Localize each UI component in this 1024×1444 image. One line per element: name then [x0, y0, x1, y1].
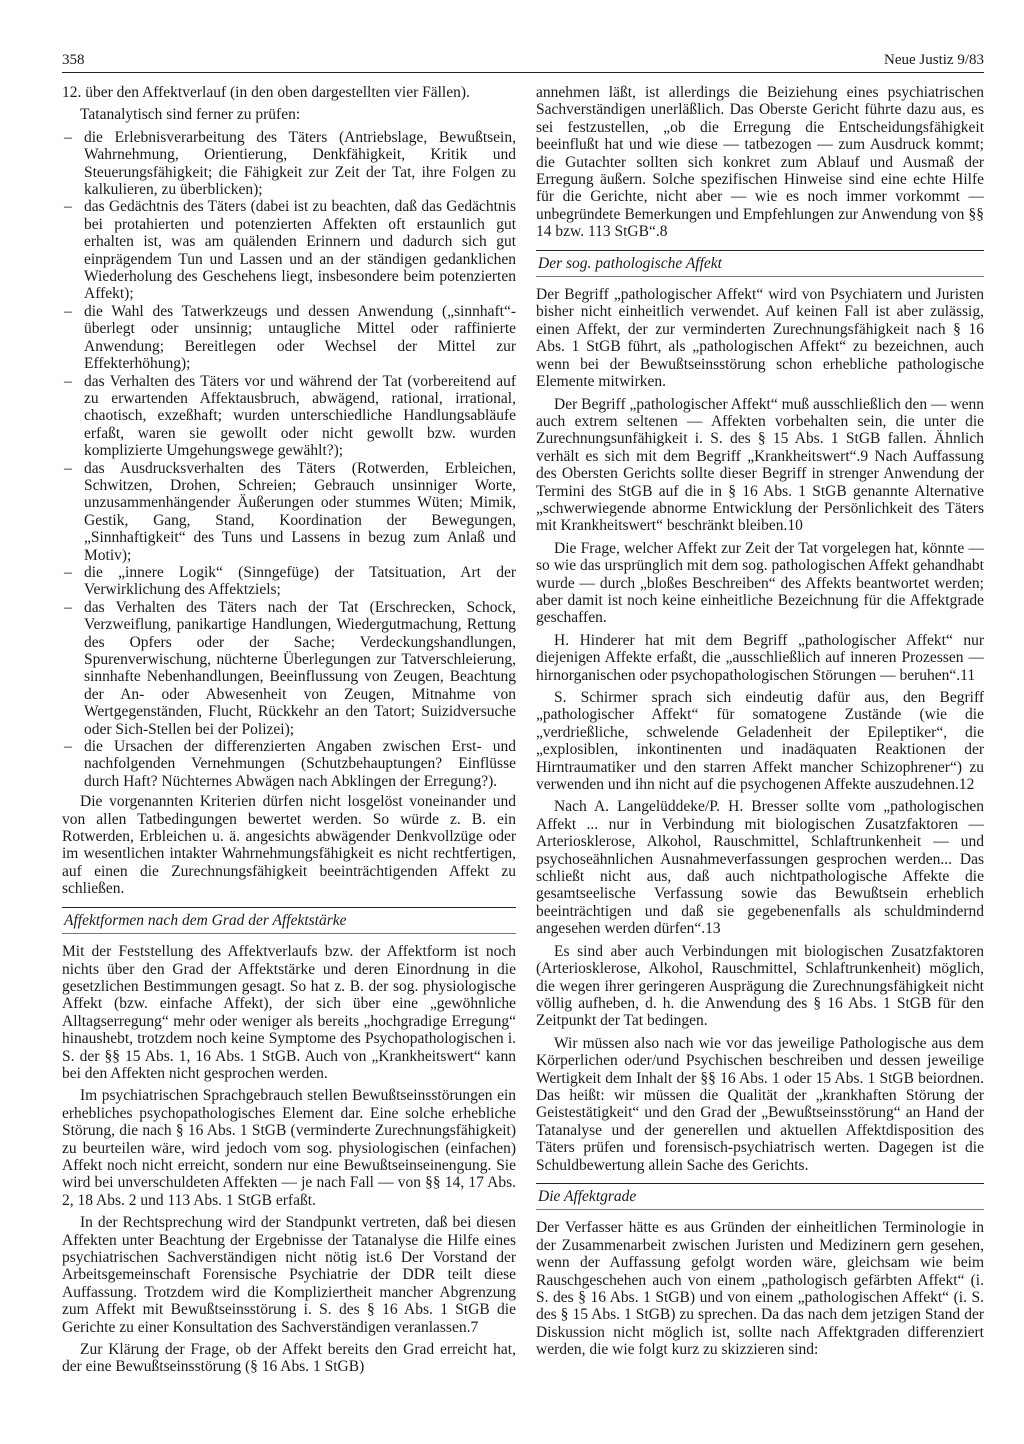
list-item: – das Verhalten des Täters vor und während der Tat (vorbereitend auf zu erwartenden Affektausbruch, abwägend, rational, irrational, chaotisch, exzeßhaft; wurden unterschiedliche Handlungsabläufe erfaßt, waren sie gewollt oder nicht gewollt bzw. wurden komplizierte Umgehungswege gewählt?); [62, 373, 516, 460]
section-heading: Die Affektgrade [536, 1183, 984, 1210]
paragraph: Tatanalytisch sind ferner zu prüfen: [80, 106, 301, 124]
section-heading: Affektformen nach dem Grad der Affektstärke [62, 907, 516, 934]
left-column [62, 84, 516, 1436]
list-item: – das Verhalten des Täters nach der Tat (Erschrecken, Schock, Verzweiflung, panikartige Handlungen, Wiedergutmachung, Rettung des Opfers oder der Sache; Verdeckungshandlungen, Spurenverwischung, nüchterne Überlegungen zur Tatverschleierung, sinnhafte Nebenhandlungen, Beeinflussung von Zeugen, Beachtung der An- oder Abwesenheit von Zeugen, Mitnahme von Wertgegenständen, Flucht, Rückkehr an den Tatort; Suizidversuche oder Sich-Stellen bei der Polizei); [62, 599, 516, 738]
paragraph: Der Begriff „pathologischer Affekt“ muß ausschließlich den — wenn auch extrem seltenen — Affekten vorbehalten sein, die unter die Zurechnungsunfähigkeit i. S. des § 15 Abs. 1 StGB fallen. Ähnlich verhält es sich mit dem Begriff „Krankheitswert“.9 Nach Auffassung des Obersten Gerichts sollte dieser Begriff in strenger Anwendung der Termini des StGB auf die in § 16 Abs. 1 StGB genannte Alternative „schwerwiegende abnorme Entwicklung der Persönlichkeit des Täters mit Krankheitswert“ beschränkt bleiben.10 [536, 395, 984, 535]
paragraph: Es sind aber auch Verbindungen mit biologischen Zusatzfaktoren (Arteriosklerose, Alkohol, Rauschmittel, Schlaftrunkenheit) möglich, die wegen ihrer geringeren Ausprägung die Zurechnungsfähigkeit nicht völlig aufheben, d. h. die Anwendung des § 16 Abs. 1 StGB für den Zeitpunkt der Tat bedingen. [536, 942, 984, 1030]
right-column [536, 84, 984, 1436]
paragraph: Der Begriff „pathologischer Affekt“ wird von Psychiatern und Juristen bisher nicht einheitlich verwendet. Auf keinen Fall ist aber zulässig, einen Affekt, der zur verminderten Zurechnungsfähigkeit nach § 16 Abs. 1 StGB führt, als „pathologischen Affekt“ zu bezeichnen, auch wenn bei der Bewußtseinsstörung schon erhebliche pathologische Elemente mitwirken. [536, 286, 984, 391]
list-item: – das Gedächtnis des Täters (dabei ist zu beachten, daß das Gedächtnis bei protahierten und potenzierten Affekten oft erstaunlich gut erhalten ist, was am quälenden Erinnern und dadurch sich gut einprägendem Tun und Lassen und an der ständigen gedanklichen Wiederholung des Geschehens liegt, insbesondere beim potenzierten Affekt); [62, 198, 516, 302]
paragraph: annehmen läßt, ist allerdings die Beiziehung eines psychiatrischen Sachverständigen unerläßlich. Das Oberste Gericht führte dazu aus, es sei festzustellen, „ob die Erregung die Entscheidungsfähigkeit beeinflußt hat und wie diese — tatbezogen — zum Ausdruck kommt; die Gutachter sollten sich konkret zum Ablauf und Ausmaß der Erregung äußern. Solche spezifischen Hinweise sind eine echte Hilfe für die Gerichte, nicht aber — wie es noch immer vorkommt — unbegründete Bemerkungen und Empfehlungen zur Anwendung von §§ 14 bzw. 113 StGB“.8 [536, 84, 984, 241]
page-header [62, 50, 984, 73]
list-item: – die Wahl des Tatwerkzeugs und dessen Anwendung („sinnhaft“-überlegt oder unsinnig; untaugliche Mittel oder raffinierte Anwendung; Bereitlegen oder Wechsel der Mittel zur Effekterhöhung); [62, 303, 516, 373]
paragraph: H. Hinderer hat mit dem Begriff „pathologischer Affekt“ nur diejenigen Affekte erfaßt, die „ausschließlich auf inneren Prozessen — hirnorganischen oder psychopathologischen Störungen — beruhen“.11 [536, 631, 984, 684]
list-item: – die „innere Logik“ (Sinngefüge) der Tatsituation, Art der Verwirklichung des Affektziels; [62, 564, 516, 599]
paragraph: S. Schirmer sprach sich eindeutig dafür aus, den Begriff „pathologischer Affekt“ für somatogene Zustände (wie die „verdrießliche, schwelende Geladenheit der Epileptiker“, die „explosiblen, inkontinenten und inadäquaten Reaktionen der Hirntraumatiker und den starren Affekt mancher Schizophrener“) zu verwenden und ihn nicht auf die psychogenen Affekte auszudehnen.12 [536, 689, 984, 794]
paragraph: Im psychiatrischen Sprachgebrauch stellen Bewußtseinsstörungen ein erhebliches psychopathologisches Element dar. Eine solche erhebliche Störung, die nach § 16 Abs. 1 StGB (verminderte Zurechnungsfähigkeit) zu beurteilen wäre, wird jedoch vom sog. physiologischen (einfachen) Affekt noch nicht erreicht, sondern nur eine Bewußtseinseinengung. Sie wird bei unverschuldeten Affekten — je nach Fall — von §§ 14, 17 Abs. 2, 18 Abs. 2 und 113 Abs. 1 StGB erfaßt. [62, 1087, 516, 1209]
paragraph: Die Frage, welcher Affekt zur Zeit der Tat vorgelegen hat, könnte — so wie das ursprünglich mit dem sog. pathologischen Affekt gehandhabt wurde — durch „bloßes Beschreiben“ des Affekts beantwortet werden; aber damit ist noch keine einheitliche Bezeichnung für die Affektgrade geschaffen. [536, 539, 984, 627]
list-item: – die Ursachen der differenzierten Angaben zwischen Erst- und nachfolgenden Vernehmungen (Schutzbehauptungen? Einflüsse durch Haft? Nüchternes Abwägen nach Abklingen der Erregung?). [62, 738, 516, 790]
criteria-list [62, 129, 516, 790]
paragraph: Mit der Feststellung des Affektverlaufs bzw. der Affektform ist noch nichts über den Grad der Affektstärke und deren Einordnung in die gesetzlichen Bestimmungen gesagt. So hat z. B. der sog. physiologische Affekt (bzw. einfache Affekt), der sich über eine „gewöhnliche Alltagserregung“ mehr oder weniger als bereits „hochgradige Erregung“ hinaushebt, trotzdem noch keine Symptome des Psychopathologischen i. S. der §§ 15 Abs. 1, 16 Abs. 1 StGB. Auch von „Krankheitswert“ kann bei den Affekten nicht gesprochen werden. [62, 943, 516, 1082]
paragraph: 12. über den Affektverlauf (in den oben dargestellten vier Fällen). [62, 84, 470, 101]
paragraph: Der Verfasser hätte es aus Gründen der einheitlichen Terminologie in der Zusammenarbeit zwischen Juristen und Medizinern gern gesehen, wenn der Auffassung gefolgt worden wäre, gleichsam wie beim Rauschgeschehen auch von einem „pathologisch gefärbten Affekt“ (i. S. des § 16 Abs. 1 StGB) und von einem „pathologischen Affekt“ (i. S. des § 15 Abs. 1 StGB) zu sprechen. Da das nach dem jetzigen Stand der Diskussion nicht möglich ist, sollte nach Affektgraden differenziert werden, die wie folgt kurz zu skizzieren sind: [536, 1219, 984, 1359]
paragraph: Zur Klärung der Frage, ob der Affekt bereits den Grad erreicht hat, der eine Bewußtseinsstörung (§ 16 Abs. 1 StGB) [62, 1341, 516, 1376]
list-item: – die Erlebnisverarbeitung des Täters (Antriebslage, Bewußtsein, Wahrnehmung, Orientierung, Denkfähigkeit, Kritik und Steuerungsfähigkeit; die Fähigkeit zur Zeit der Tat, ihre Folgen zu kalkulieren, zu überblicken); [62, 129, 516, 199]
section-heading: Der sog. pathologische Affekt [536, 250, 984, 277]
list-item: – das Ausdrucksverhalten des Täters (Rotwerden, Erbleichen, Schwitzen, Drohen, Schreien; Gebrauch unsinniger Worte, unzusammenhängender Äußerungen oder stummes Wüten; Mimik, Gestik, Gang, Stand, Koordination der Bewegungen, „Sinnhaftigkeit“ des Tuns und Lassens in bezug zum Anlaß und Motiv); [62, 460, 516, 564]
page-number: 358 [62, 52, 85, 68]
paragraph: Wir müssen also nach wie vor das jeweilige Pathologische aus dem Körperlichen oder/und Psychischen beschreiben und dessen jeweilige Wertigkeit dem Inhalt der §§ 16 Abs. 1 oder 15 Abs. 1 StGB beiordnen. Das heißt: wir müssen die Qualität der „krankhaften Störung der Geistestätigkeit“ und den Grad der „Bewußtseinsstörung“ an Hand der Tatanalyse und der generellen und aktuellen Affektdisposition des Täters prüfen und forensisch-psychiatrisch werten. Dagegen ist die Schuldbewertung allein Sache des Gerichts. [536, 1034, 984, 1174]
paragraph: Die vorgenannten Kriterien dürfen nicht losgelöst voneinander und von allen Tatbedingungen bewertet werden. So würde z. B. ein Rotwerden, Erbleichen u. ä. angesichts abwägender Denkvollzüge oder im wesentlichen intakter Wahrnehmungsfähigkeit es nicht rechtfertigen, auf einen die Zurechnungsfähigkeit beeinträchtigenden Affekt zu schließen. [62, 793, 516, 898]
paragraph: In der Rechtsprechung wird der Standpunkt vertreten, daß bei diesen Affekten unter Beachtung der Ergebnisse der Tatanalyse die Hilfe eines psychiatrischen Sachverständigen nicht nötig ist.6 Der Vorstand der Arbeitsgemeinschaft Forensische Psychiatrie der DDR teilt diese Auffassung. Trotzdem wird die Kompliziertheit mancher Abgrenzung zum Affekt mit Bewußtseinsstörung i. S. des § 16 Abs. 1 StGB die Gerichte zu einer Konsultation des Sachverständigen veranlassen.7 [62, 1214, 516, 1336]
journal-title: Neue Justiz 9/83 [884, 52, 984, 68]
paragraph: Nach A. Langelüddeke/P. H. Bresser sollte vom „pathologischen Affekt ... nur in Verbindung mit biologischen Zusatzfaktoren — Arteriosklerose, Alkohol, Rauschmittel, Schlaftrunkenheit — und psychoseähnlichen Ausnahmeverfassungen gesprochen werden... Das schließt nicht aus, daß auch nichtpathologische Affekte die gesamtseelische Verfassung sowie das Bewußtsein erheblich beeinträchtigen und daß sie gegebenenfalls als schuldmindernd angesehen werden dürfen“.13 [536, 798, 984, 938]
